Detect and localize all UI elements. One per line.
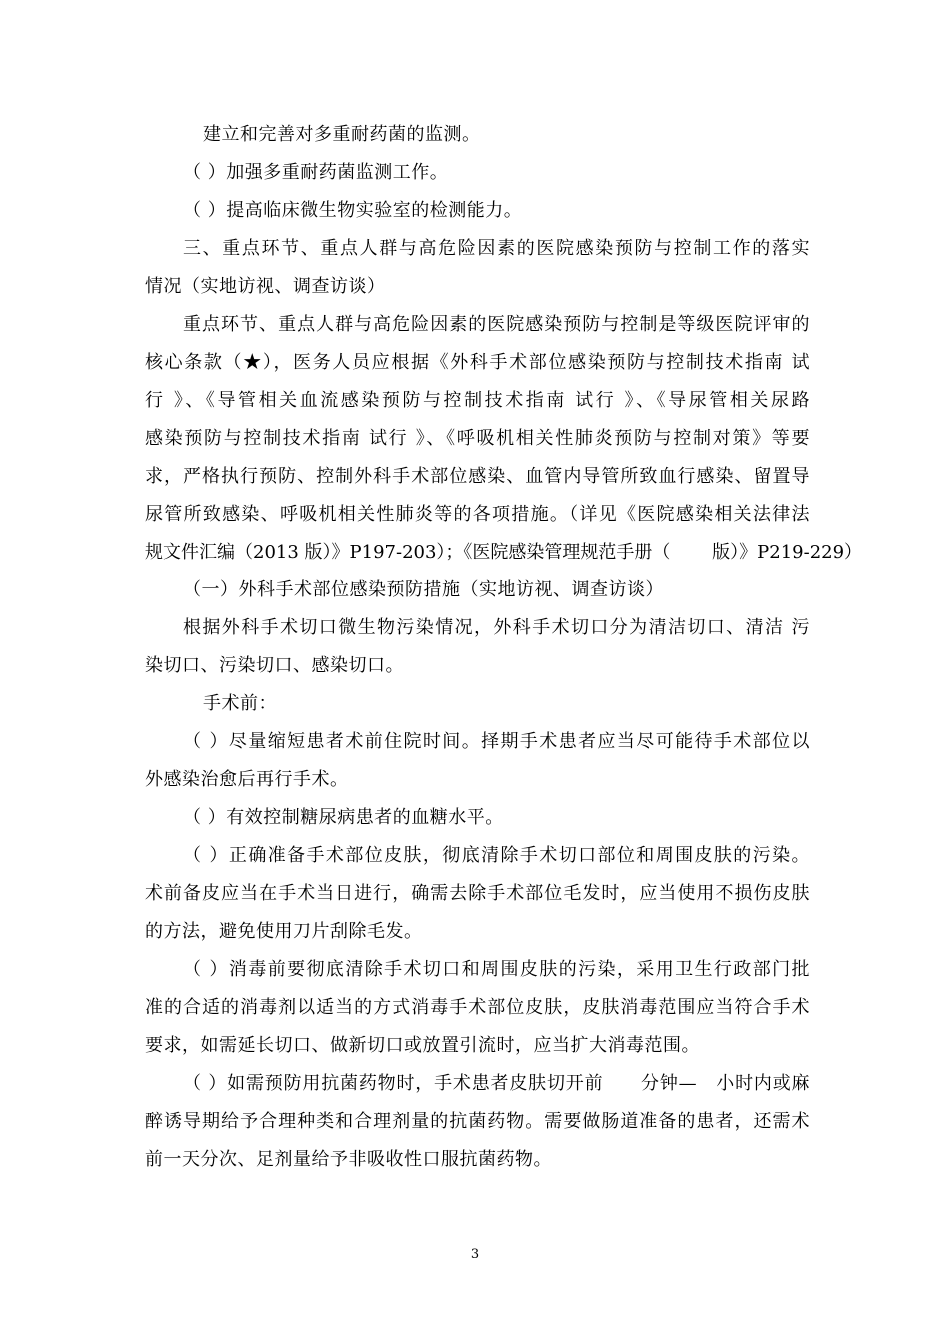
checklist-item-cont: 醉诱导期给予合理种类和合理剂量的抗菌药物。需要做肠道准备的患者，还需术: [145, 1111, 810, 1132]
paragraph-line: 尿管所致感染、呼吸机相关性肺炎等的各项措施。（详见《医院感染相关法律法: [145, 504, 810, 525]
subsection-heading: （一）外科手术部位感染预防措施（实地访视、调查访谈）: [183, 579, 664, 600]
checklist-item: （ ）尽量缩短患者术前住院时间。择期手术患者应当尽可能待手术部位以: [183, 731, 810, 752]
paragraph-line: 规文件汇编（2013 版）》P197-203）；《医院感染管理规范手册（ 版）》P219-229）: [145, 542, 863, 563]
paragraph-line: 根据外科手术切口微生物污染情况，外科手术切口分为清洁切口、清洁 污: [183, 617, 810, 638]
checklist-item: （ ）加强多重耐药菌监测工作。: [183, 162, 449, 183]
paragraph-line: 行 》、《导管相关血流感染预防与控制技术指南 试行 》、《导尿管相关尿路: [145, 390, 810, 411]
checklist-item: （ ）消毒前要彻底清除手术切口和周围皮肤的污染，采用卫生行政部门批: [183, 959, 810, 980]
checklist-item-cont: 术前备皮应当在手术当日进行，确需去除手术部位毛发时，应当使用不损伤皮肤: [145, 883, 810, 904]
section-heading-cont: 情况（实地访视、调查访谈）: [145, 276, 386, 297]
page-number: 3: [470, 1247, 480, 1262]
paragraph-line: 感染预防与控制技术指南 试行 》、《呼吸机相关性肺炎预防与控制对策》等要: [145, 428, 810, 449]
paragraph-line: 核心条款（★），医务人员应根据《外科手术部位感染预防与控制技术指南 试: [145, 352, 810, 373]
checklist-item-cont: 准的合适的消毒剂以适当的方式消毒手术部位皮肤，皮肤消毒范围应当符合手术: [145, 997, 810, 1018]
checklist-item: （ ）有效控制糖尿病患者的血糖水平。: [183, 807, 504, 828]
checklist-item-cont: 要求，如需延长切口、做新切口或放置引流时，应当扩大消毒范围。: [145, 1035, 700, 1056]
subheading-label: 手术前：: [203, 693, 277, 714]
checklist-item-cont: 前一天分次、足剂量给予非吸收性口服抗菌药物。: [145, 1149, 552, 1170]
checklist-item: （ ）如需预防用抗菌药物时，手术患者皮肤切开前 分钟— 小时内或麻: [183, 1073, 810, 1094]
checklist-item: （ ）提高临床微生物实验室的检测能力。: [183, 200, 523, 221]
section-heading: 三、重点环节、重点人群与高危险因素的医院感染预防与控制工作的落实: [183, 238, 810, 259]
paragraph-line: 建立和完善对多重耐药菌的监测。: [203, 124, 481, 145]
checklist-item: （ ）正确准备手术部位皮肤，彻底清除手术切口部位和周围皮肤的污染。: [183, 845, 810, 866]
paragraph-line: 求，严格执行预防、控制外科手术部位感染、血管内导管所致血行感染、留置导: [145, 466, 810, 487]
paragraph-line: 重点环节、重点人群与高危险因素的医院感染预防与控制是等级医院评审的: [183, 314, 810, 335]
checklist-item-cont: 的方法，避免使用刀片刮除毛发。: [145, 921, 423, 942]
checklist-item-cont: 外感染治愈后再行手术。: [145, 769, 349, 790]
paragraph-line: 染切口、污染切口、感染切口。: [145, 655, 404, 676]
